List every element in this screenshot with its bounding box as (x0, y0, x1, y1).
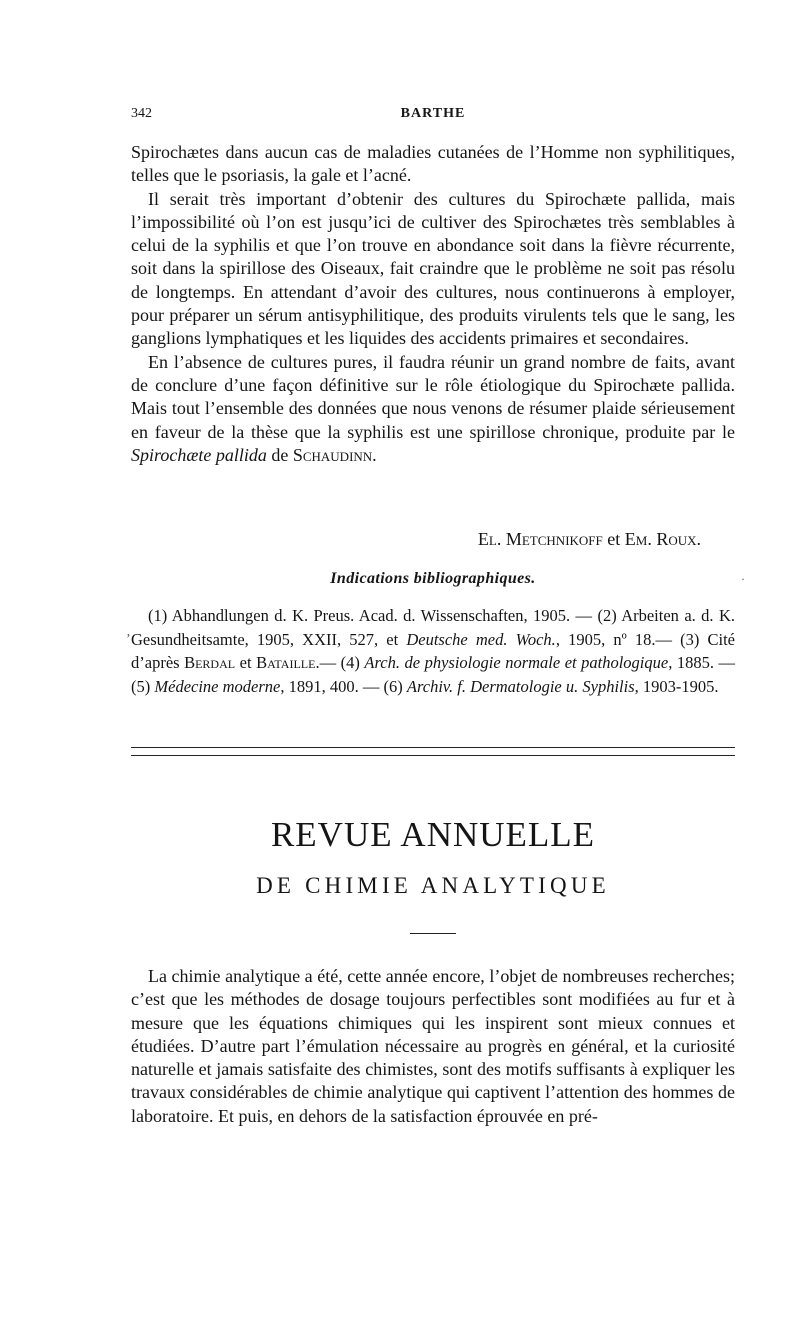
page-number: 342 (131, 106, 152, 121)
review-introduction (131, 965, 735, 1128)
author-name: Schaudinn (292, 444, 373, 465)
bib-part-7: , 1903-1905. (634, 676, 719, 696)
bib-name-2: Bataille (256, 653, 316, 672)
bib-name-1: Berdal (184, 653, 236, 672)
bib-part-6: , 1891, 400. — (6) (280, 676, 403, 696)
signature-end: . (696, 529, 701, 549)
paragraph-2: Il serait très important d’obtenir des cultures du Spirochæte pallida, mais l’impossibilité où l’on est jusqu’ici de cultiver des Spirochætes très semblables à celui de la syphilis et que l’on trouve en abondance soit dans la fièvre récurrente, soit dans la spirillose des Oiseaux, fait craindre que le problème ne soit pas résolu de longtemps. En attendant d’avoir des cultures, nous continuerons à employer, pour préparer un sérum antisyphilitique, des produits virulents tels que le sang, les ganglions lymphatiques et les liquides des accidents primaires et secondaires. (131, 188, 735, 349)
running-title: BARTHE (400, 106, 466, 121)
paragraph-3-text: En l’absence de cultures pures, il faudra réunir un grand nombre de faits, avant de conclure d’une façon définitive sur le rôle étiologique du Spirochæte pallida. Mais tout l’ensemble des données que nous venons de résumer plaide sérieusement en faveur de la thèse que la syphilis est une spirillose chronique, produite par le (131, 351, 735, 442)
bib-part-2: , 1905, nº 18.— (3) Cité d’après (131, 629, 735, 672)
paragraph-1: Spirochætes dans aucun cas de maladies cutanées de l’Homme non syphilitiques, telles que le psoriasis, la gale et l’acné. (131, 142, 735, 186)
section-subheading: DE CHIMIE ANALYTIQUE (256, 873, 610, 898)
signature-name-2: Em. Roux (624, 529, 697, 549)
section-divider-bottom (131, 755, 735, 756)
bib-part-5: , 1885. — (5) (131, 653, 736, 696)
running-head (131, 106, 735, 126)
review-paragraph-1: La chimie analytique a été, cette année encore, l’objet de nombreuses recherches; c’est que les méthodes de dosage toujours perfectibles sont modifiées au fur et à mesure que les équations chimiques qui les inspirent sont mieux connues et étudiées. D’autre part l’émulation nécessaire au progrès en général, et la curiosité naturelle et jamais satisfaite des chimistes, sont des motifs suffisants à expliquer les travaux considérables de chimie analytique qui captivent l’attention des hommes de laboratoire. Et puis, en dehors de la satisfaction éprouvée en pré- (131, 966, 735, 1126)
section-heading: REVUE ANNUELLE (270, 815, 596, 854)
bibliography-entries (131, 604, 735, 698)
bibliography-title: Indications bibliographiques. (330, 570, 536, 587)
paragraph-3 (131, 351, 735, 467)
signature-conjunction: et (607, 529, 621, 549)
bib-italic-4: Archiv. f. Dermatologie u. Syphilis (406, 676, 635, 696)
paragraph-3-de: de (271, 444, 289, 465)
section-divider-top (131, 747, 735, 748)
bib-part-1: (1) Abhandlungen d. K. Preus. Acad. d. Wissenschaften, 1905. — (2) Arbeiten a. d. K. Gesundheitsamte, 1905, XXII, 527, et (131, 606, 735, 649)
bib-part-3: et (239, 653, 252, 672)
article-conclusion (131, 141, 735, 467)
bib-italic-2: Arch. de physiologie normale et pathologique (364, 653, 669, 672)
bib-italic-3: Médecine moderne (154, 676, 281, 696)
signature (131, 528, 701, 551)
paragraph-3-end: . (372, 444, 377, 465)
margin-mark: ’ (126, 632, 131, 647)
bib-italic-1: Deutsche med. Woch. (406, 629, 556, 649)
heading-rule (410, 933, 456, 934)
bib-part-4: .— (4) (315, 653, 360, 672)
signature-name-1: El. Metchnikoff (477, 529, 603, 549)
margin-dot: · (741, 572, 745, 586)
bibliography (131, 604, 735, 698)
species-name: Spirochæte pallida (131, 444, 267, 465)
